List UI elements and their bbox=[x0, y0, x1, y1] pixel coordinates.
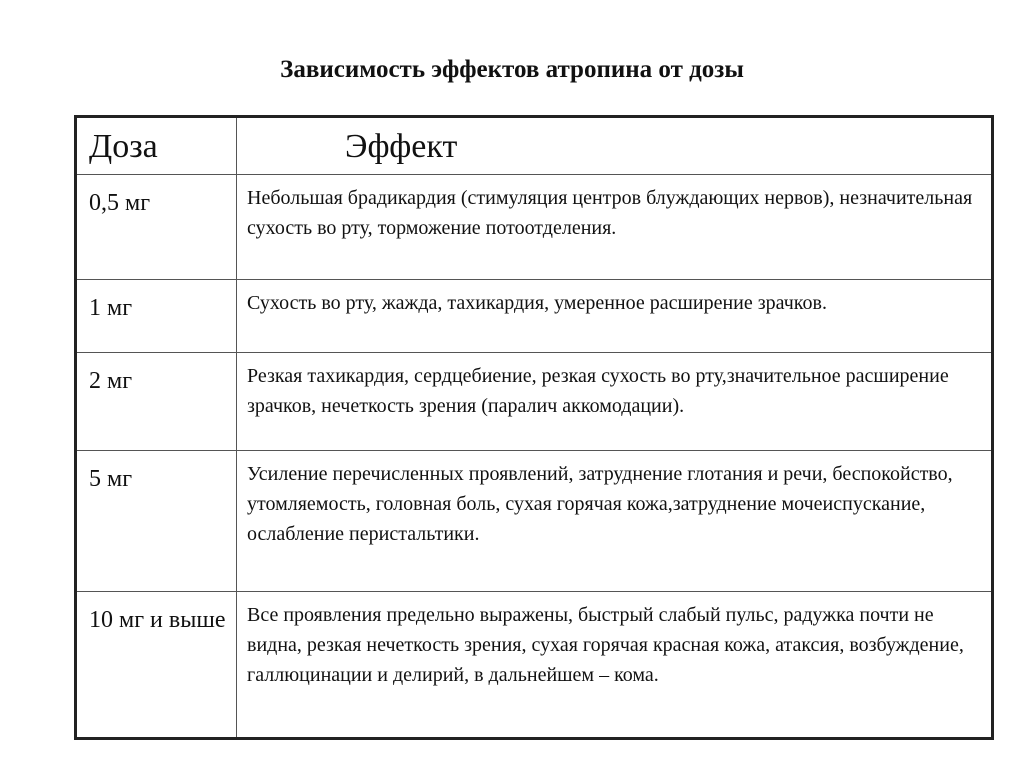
header-dose: Доза bbox=[76, 117, 237, 175]
effect-cell: Резкая тахикардия, сердцебиение, резкая сухость во рту,значительное расширение зрачков, нечеткость зрения (паралич аккомодации). bbox=[237, 353, 993, 451]
table-row bbox=[76, 592, 993, 739]
table-row bbox=[76, 353, 993, 451]
table-row bbox=[76, 280, 993, 353]
dose-cell: 2 мг bbox=[76, 353, 237, 451]
dose-effect-table bbox=[74, 115, 994, 740]
effect-cell: Сухость во рту, жажда, тахикардия, умеренное расширение зрачков. bbox=[237, 280, 993, 353]
table-row bbox=[76, 451, 993, 592]
header-effect: Эффект bbox=[237, 117, 993, 175]
dose-cell: 1 мг bbox=[76, 280, 237, 353]
page-title: Зависимость эффектов атропина от дозы bbox=[280, 56, 744, 83]
effect-cell: Небольшая брадикардия (стимуляция центров блуждающих нервов), незначительная сухость во рту, торможение потоотделения. bbox=[237, 175, 993, 280]
effect-cell: Все проявления предельно выражены, быстрый слабый пульс, радужка почти не видна, резкая нечеткость зрения, сухая горячая красная кожа, атаксия, возбуждение, галлюцинации и делирий, в дальнейшем – кома. bbox=[237, 592, 993, 739]
dose-cell: 5 мг bbox=[76, 451, 237, 592]
dose-cell: 0,5 мг bbox=[76, 175, 237, 280]
table-header-row bbox=[76, 117, 993, 175]
table-row bbox=[76, 175, 993, 280]
dose-cell: 10 мг и выше bbox=[76, 592, 237, 739]
effect-cell: Усиление перечисленных проявлений, затруднение глотания и речи, беспокойство, утомляемость, головная боль, сухая горячая кожа,затруднение мочеиспускание, ослабление перистальтики. bbox=[237, 451, 993, 592]
